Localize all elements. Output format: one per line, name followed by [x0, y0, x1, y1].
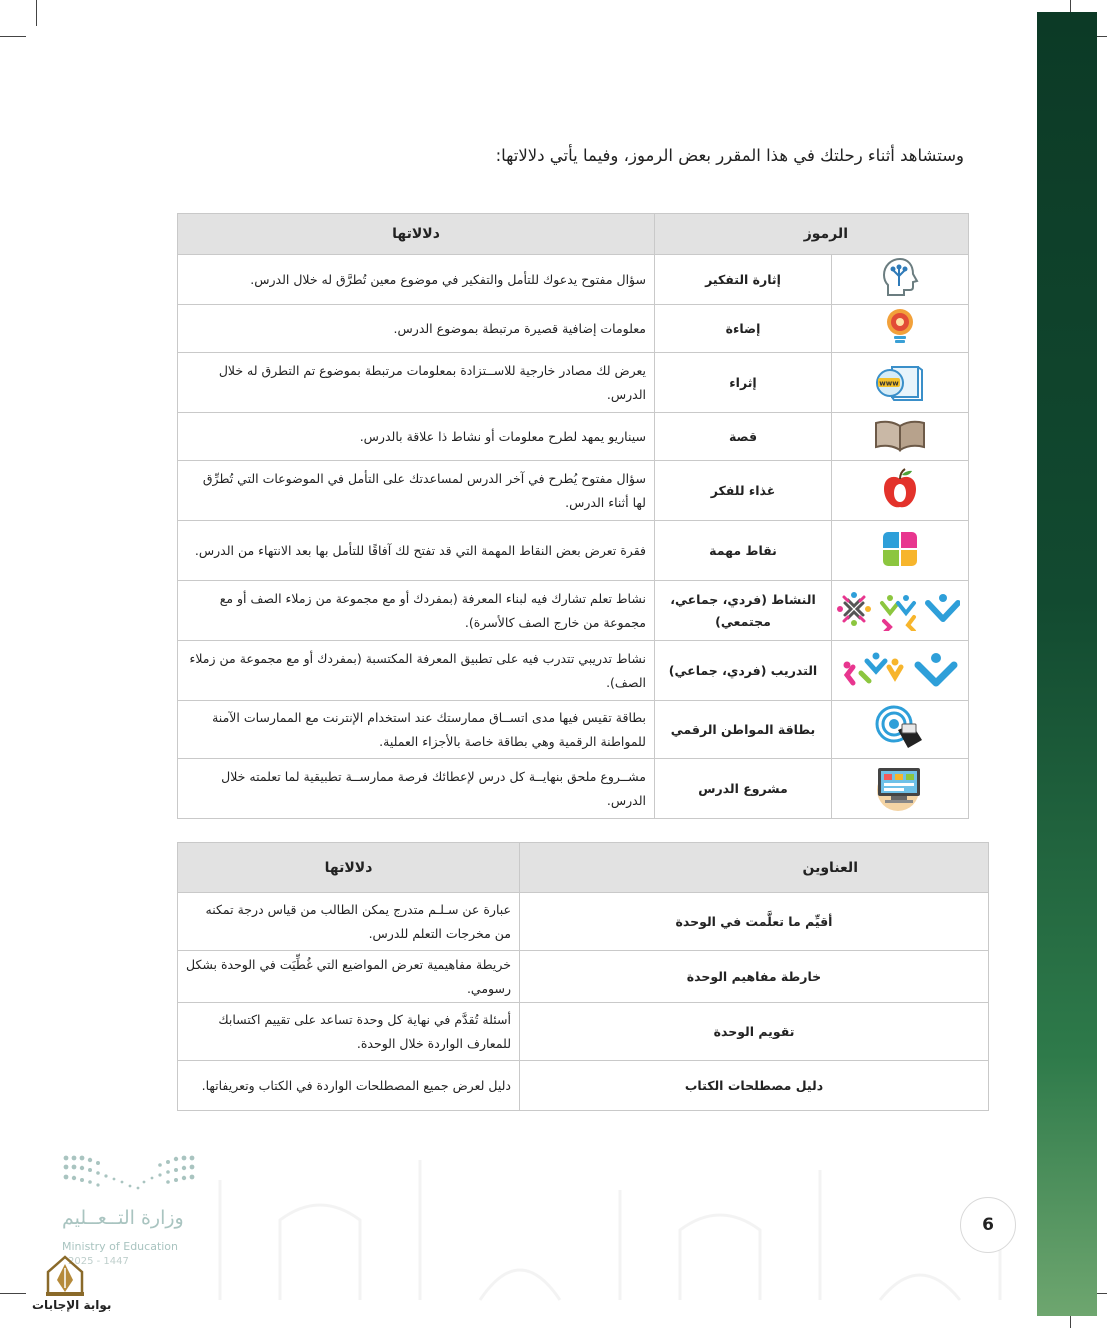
- symbol-meaning: يعرض لك مصادر خارجية للاســتزادة بمعلومات مرتبطة بموضوع تم التطرق له خلال الدرس.: [178, 353, 655, 413]
- intro-paragraph: وستشاهد أثناء رحلتك في هذا المقرر بعض الرموز، وفيما يأتي دلالاتها:: [495, 146, 964, 165]
- title-meaning: عبارة عن سـلـم متدرج يمكن الطالب من قياس درجة تمكنه من مخرجات التعلم للدرس.: [178, 893, 520, 951]
- title-name: خارطة مفاهيم الوحدة: [520, 951, 989, 1003]
- table-row: [178, 581, 969, 641]
- symbol-name: إثراء: [655, 353, 832, 413]
- symbol-meaning: نشاط تعلم تشارك فيه لبناء المعرفة (بمفردك أو مع مجموعة من زملاء الصف أو مع مجموعة من خارج الصف كالأسرة).: [178, 581, 655, 641]
- digital-card-icon: [832, 701, 969, 759]
- title-meaning: أسئلة تُقدَّم في نهاية كل وحدة تساعد على تقييم اكتسابك للمعارف الواردة خلال الوحدة.: [178, 1003, 520, 1061]
- crop-mark: [0, 1293, 26, 1294]
- symbol-name: غذاء للفكر: [655, 461, 832, 521]
- table-row: [178, 413, 969, 461]
- table-row: [178, 1003, 989, 1061]
- four-petal-icon: [832, 521, 969, 581]
- title-name: أقيِّم ما تعلَّمت في الوحدة: [520, 893, 989, 951]
- symbol-name: إثارة التفكير: [655, 255, 832, 305]
- symbol-meaning: نشاط تدريبي تتدرب فيه على تطبيق المعرفة المكتسبة (بمفردك أو مع مجموعة من زملاء الصف).: [178, 641, 655, 701]
- symbol-meaning: سؤال مفتوح يدعوك للتأمل والتفكير في موضوع معين تُطرَّق له خلال الدرس.: [178, 255, 655, 305]
- symbol-name: إضاءة: [655, 305, 832, 353]
- brand-name: بوابة الإجابات: [32, 1298, 112, 1312]
- symbol-name: مشروع الدرس: [655, 759, 832, 819]
- table-row: [178, 759, 969, 819]
- header-meanings: دلالاتها: [178, 214, 655, 255]
- symbol-name: نقاط مهمة: [655, 521, 832, 581]
- svg-text:www: www: [879, 379, 899, 388]
- table-row: [178, 701, 969, 759]
- table-row: [178, 951, 989, 1003]
- header-meanings: دلالاتها: [178, 843, 520, 893]
- title-meaning: دليل لعرض جميع المصطلحات الواردة في الكتاب وتعريفاتها.: [178, 1061, 520, 1111]
- symbols-table: [177, 213, 969, 819]
- ministry-name-arabic: وزارة التــعــليم: [62, 1207, 184, 1229]
- symbol-name: بطاقة المواطن الرقمي: [655, 701, 832, 759]
- crop-mark: [0, 36, 26, 37]
- symbol-meaning: سؤال مفتوح يُطرح في آخر الدرس لمساعدتك على التأمل في الموضوعات التي تُطرِّق لها أثناء الدرس.: [178, 461, 655, 521]
- edition-year: 2025 - 1447: [68, 1256, 129, 1267]
- symbol-meaning: معلومات إضافية قصيرة مرتبطة بموضوع الدرس.: [178, 305, 655, 353]
- open-book-icon: [832, 413, 969, 461]
- table-row: [178, 353, 969, 413]
- table-row: [178, 893, 989, 951]
- header-titles: العناوين: [520, 843, 989, 893]
- symbol-meaning: فقرة تعرض بعض النقاط المهمة التي قد تفتح لك آفاقًا للتأمل بها بعد الانتهاء من الدرس.: [178, 521, 655, 581]
- lightbulb-icon: [832, 305, 969, 353]
- pen-nib-logo-icon: [44, 1254, 86, 1298]
- table-row: [178, 641, 969, 701]
- project-screen-icon: [832, 759, 969, 819]
- table-row: [178, 305, 969, 353]
- symbol-name: قصة: [655, 413, 832, 461]
- brain-tree-icon: [832, 255, 969, 305]
- symbol-meaning: سيناريو يمهد لطرح معلومات أو نشاط ذا علاقة بالدرس.: [178, 413, 655, 461]
- header-symbols: الرموز: [655, 214, 969, 255]
- table-row: [178, 255, 969, 305]
- titles-table: [177, 842, 989, 1111]
- symbol-meaning: بطاقة تقيس فيها مدى اتســاق ممارستك عند استخدام الإنترنت مع الممارسات الآمنة للمواطنة الرقمية وهي بطاقة خاصة بالأجزاء العملية.: [178, 701, 655, 759]
- crop-mark: [36, 0, 37, 26]
- symbol-name: التدريب (فردي، جماعي): [655, 641, 832, 701]
- www-book-icon: [832, 353, 969, 413]
- page-number: 6: [960, 1197, 1016, 1253]
- table-row: [178, 461, 969, 521]
- ministry-logo-dots-icon: [60, 1150, 210, 1200]
- page-edge-green-bar: [1037, 12, 1097, 1316]
- title-name: تقويم الوحدة: [520, 1003, 989, 1061]
- activity-people-icon: [832, 581, 969, 641]
- title-meaning: خريطة مفاهيمية تعرض المواضيع التي غُطِّيَت في الوحدة بشكل رسومي.: [178, 951, 520, 1003]
- ministry-name-english: Ministry of Education: [62, 1240, 179, 1253]
- background-calligraphy-watermark: [200, 1100, 1030, 1320]
- symbol-meaning: مشــروع ملحق بنهايــة كل درس لإعطائك فرصة ممارســة تطبيقية لما تعلمته خلال الدرس.: [178, 759, 655, 819]
- training-people-icon: [832, 641, 969, 701]
- apple-icon: [832, 461, 969, 521]
- title-name: دليل مصطلحات الكتاب: [520, 1061, 989, 1111]
- symbol-name: النشاط (فردي، جماعي، مجتمعي): [655, 581, 832, 641]
- table-header-row: [178, 214, 969, 255]
- table-header-row: [178, 843, 989, 893]
- table-row: [178, 521, 969, 581]
